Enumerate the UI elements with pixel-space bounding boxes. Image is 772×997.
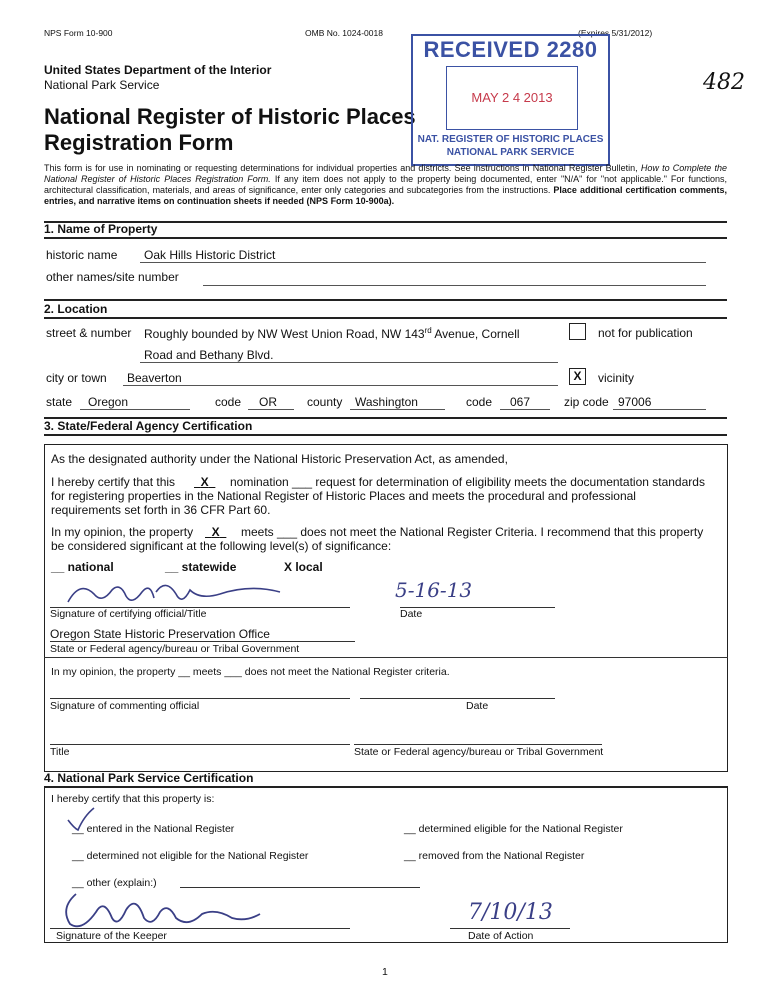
intro-bold: Place additional certification comments, entries, and narrative items on continuation sheets if needed (NPS Form 10-900a). xyxy=(44,185,727,206)
street-superscript: rd xyxy=(424,326,432,335)
zip-value[interactable]: 97006 xyxy=(618,395,652,409)
level-statewide[interactable]: __ statewide xyxy=(165,560,237,574)
section4-title: 4. National Park Service Certification xyxy=(44,771,254,785)
street-label: street & number xyxy=(46,326,132,340)
street-value-part2: Avenue, Cornell xyxy=(431,327,520,341)
county-code-label: code xyxy=(466,395,493,409)
opinion-text-b: meets ___ does not meet the National Register Criteria. I recommend that this property xyxy=(241,525,704,539)
option-removed-label: removed from the National Register xyxy=(418,850,585,862)
divider xyxy=(44,317,727,319)
title-label: Title xyxy=(50,746,70,758)
keeper-label: Signature of the Keeper xyxy=(56,930,167,942)
option-eligible[interactable]: __ determined eligible for the National Register xyxy=(404,823,623,835)
county-code-value[interactable]: 067 xyxy=(510,395,531,409)
stamp-line2: NATIONAL PARK SERVICE xyxy=(446,147,575,158)
certify-text-b: nomination ___ request for determination of eligibility meets the documentation standards xyxy=(230,475,705,489)
option-removed[interactable]: __ removed from the National Register xyxy=(404,850,585,862)
handwritten-number: 482 xyxy=(703,70,745,95)
section4-heading xyxy=(44,771,727,785)
section3-heading xyxy=(44,419,727,433)
comment-signature-line xyxy=(50,698,350,699)
certify-text-c: for registering properties in the National Register of Historic Places and meets the procedural and professional xyxy=(51,489,636,503)
action-date-label: Date of Action xyxy=(468,930,534,942)
other-names-label: other names/site number xyxy=(46,270,179,284)
action-date-line xyxy=(450,928,570,929)
intro-bulletin: How to Complete the National Register of Historic Places Registration Form. xyxy=(44,163,727,184)
state-code-label: code xyxy=(215,395,242,409)
county-line xyxy=(350,409,445,410)
state-label: state xyxy=(46,395,73,409)
state-code-line xyxy=(248,409,294,410)
not-for-publication-label: not for publication xyxy=(598,326,693,340)
historic-name-value[interactable]: Oak Hills Historic District xyxy=(144,248,276,262)
certifying-date-handwritten: 5-16-13 xyxy=(395,578,473,602)
certify-x: X xyxy=(200,475,209,489)
comment-agency-label: State or Federal agency/bureau or Tribal Government xyxy=(354,746,604,758)
date-label: Date xyxy=(400,608,423,620)
section2-title: 2. Location xyxy=(44,302,108,316)
option-other-label: other (explain:) xyxy=(86,877,157,889)
comment-agency-line xyxy=(354,744,602,745)
opinion-x: X xyxy=(211,525,220,539)
opinion-text-c: be considered significant at the following level(s) of significance: xyxy=(51,539,392,553)
vicinity-label: vicinity xyxy=(598,371,635,385)
title-line xyxy=(50,744,350,745)
state-value[interactable]: Oregon xyxy=(88,395,129,409)
other-names-line xyxy=(203,285,706,286)
option-other[interactable]: __ other (explain:) xyxy=(72,877,157,889)
omb-number: OMB No. 1024-0018 xyxy=(305,28,383,38)
page-number: 1 xyxy=(382,966,388,978)
level-national[interactable]: __ national xyxy=(51,560,114,574)
street-value[interactable] xyxy=(144,326,520,341)
comment-date-line xyxy=(360,698,555,699)
historic-name-label: historic name xyxy=(46,248,118,262)
county-code-line xyxy=(500,409,550,410)
street-line xyxy=(140,362,558,363)
option-not-eligible-label: determined not eligible for the National Register xyxy=(86,850,309,862)
section2-heading xyxy=(44,302,727,316)
section1-title: 1. Name of Property xyxy=(44,222,158,236)
intro-text2: If any item does not apply to the property being documented, enter "N/A" for "not applicable." For functions, architectural classification, materials, and areas of significance, enter only categories and subcategories from the instructions. xyxy=(44,174,727,195)
stamp-date-box xyxy=(446,66,578,130)
section3-title: 3. State/Federal Agency Certification xyxy=(44,419,253,433)
divider xyxy=(44,299,727,301)
street-value-line2[interactable]: Road and Bethany Blvd. xyxy=(144,348,274,362)
zip-label: zip code xyxy=(564,395,609,409)
certify-text-a: I hereby certify that this xyxy=(51,475,176,489)
opinion-text-a: In my opinion, the property xyxy=(51,525,194,539)
form-number: NPS Form 10-900 xyxy=(44,28,113,38)
divider xyxy=(44,434,727,436)
keeper-signature-line xyxy=(50,928,350,929)
option-not-eligible[interactable]: __ determined not eligible for the National Register xyxy=(72,850,309,862)
state-line xyxy=(80,409,190,410)
nps-intro: I hereby certify that this property is: xyxy=(51,793,215,805)
service: National Park Service xyxy=(44,78,160,92)
authority-text: As the designated authority under the National Historic Preservation Act, as amended, xyxy=(51,452,508,466)
date-line xyxy=(400,607,555,608)
opinion-mark[interactable] xyxy=(205,525,226,539)
comment-date-label: Date xyxy=(466,700,489,712)
county-value[interactable]: Washington xyxy=(355,395,418,409)
received-stamp xyxy=(411,34,610,166)
stamp-date: MAY 2 4 2013 xyxy=(471,90,553,105)
action-date-handwritten: 7/10/13 xyxy=(468,900,553,925)
state-code-value[interactable]: OR xyxy=(259,395,277,409)
certify-text-d: requirements set forth in 36 CFR Part 60. xyxy=(51,503,271,517)
historic-name-line xyxy=(140,262,706,263)
agency-line xyxy=(50,641,355,642)
option-eligible-label: determined eligible for the National Register xyxy=(418,823,623,835)
divider xyxy=(44,237,727,239)
city-line xyxy=(123,385,558,386)
instructions xyxy=(44,163,727,207)
department: United States Department of the Interior xyxy=(44,63,272,77)
stamp-line1: NAT. REGISTER OF HISTORIC PLACES xyxy=(417,134,604,145)
certify-mark[interactable] xyxy=(194,475,215,489)
divider xyxy=(44,657,728,658)
city-label: city or town xyxy=(46,371,107,385)
agency-label: State or Federal agency/bureau or Tribal Government xyxy=(50,643,300,655)
county-label: county xyxy=(307,395,343,409)
street-value-part1: Roughly bounded by NW West Union Road, NW 143 xyxy=(144,327,425,341)
section1-heading xyxy=(44,222,727,236)
not-for-publication-checkbox[interactable] xyxy=(569,323,586,340)
signature-label: Signature of certifying official/Title xyxy=(50,608,207,620)
option-entered[interactable]: __ entered in the National Register xyxy=(72,823,235,835)
comment-signature-label: Signature of commenting official xyxy=(50,700,200,712)
stamp-received: RECEIVED 2280 xyxy=(423,37,598,62)
option-entered-label: entered in the National Register xyxy=(86,823,235,835)
zip-line xyxy=(613,409,706,410)
agency-value[interactable]: Oregon State Historic Preservation Office xyxy=(50,627,270,641)
expiration: (Expires 5/31/2012) xyxy=(578,28,653,38)
level-local[interactable]: X local xyxy=(284,560,323,574)
form-title-line2: Registration Form xyxy=(44,130,234,155)
vicinity-checkbox[interactable]: X xyxy=(569,368,586,385)
form-title-line1: National Register of Historic Places xyxy=(44,104,416,129)
intro-text1: This form is for use in nominating or requesting determinations for individual properties and districts. See instructions in National Register Bulletin, xyxy=(44,163,638,173)
comment-opinion: In my opinion, the property __ meets ___ does not meet the National Register criteria. xyxy=(51,666,450,678)
city-value[interactable]: Beaverton xyxy=(127,371,182,385)
